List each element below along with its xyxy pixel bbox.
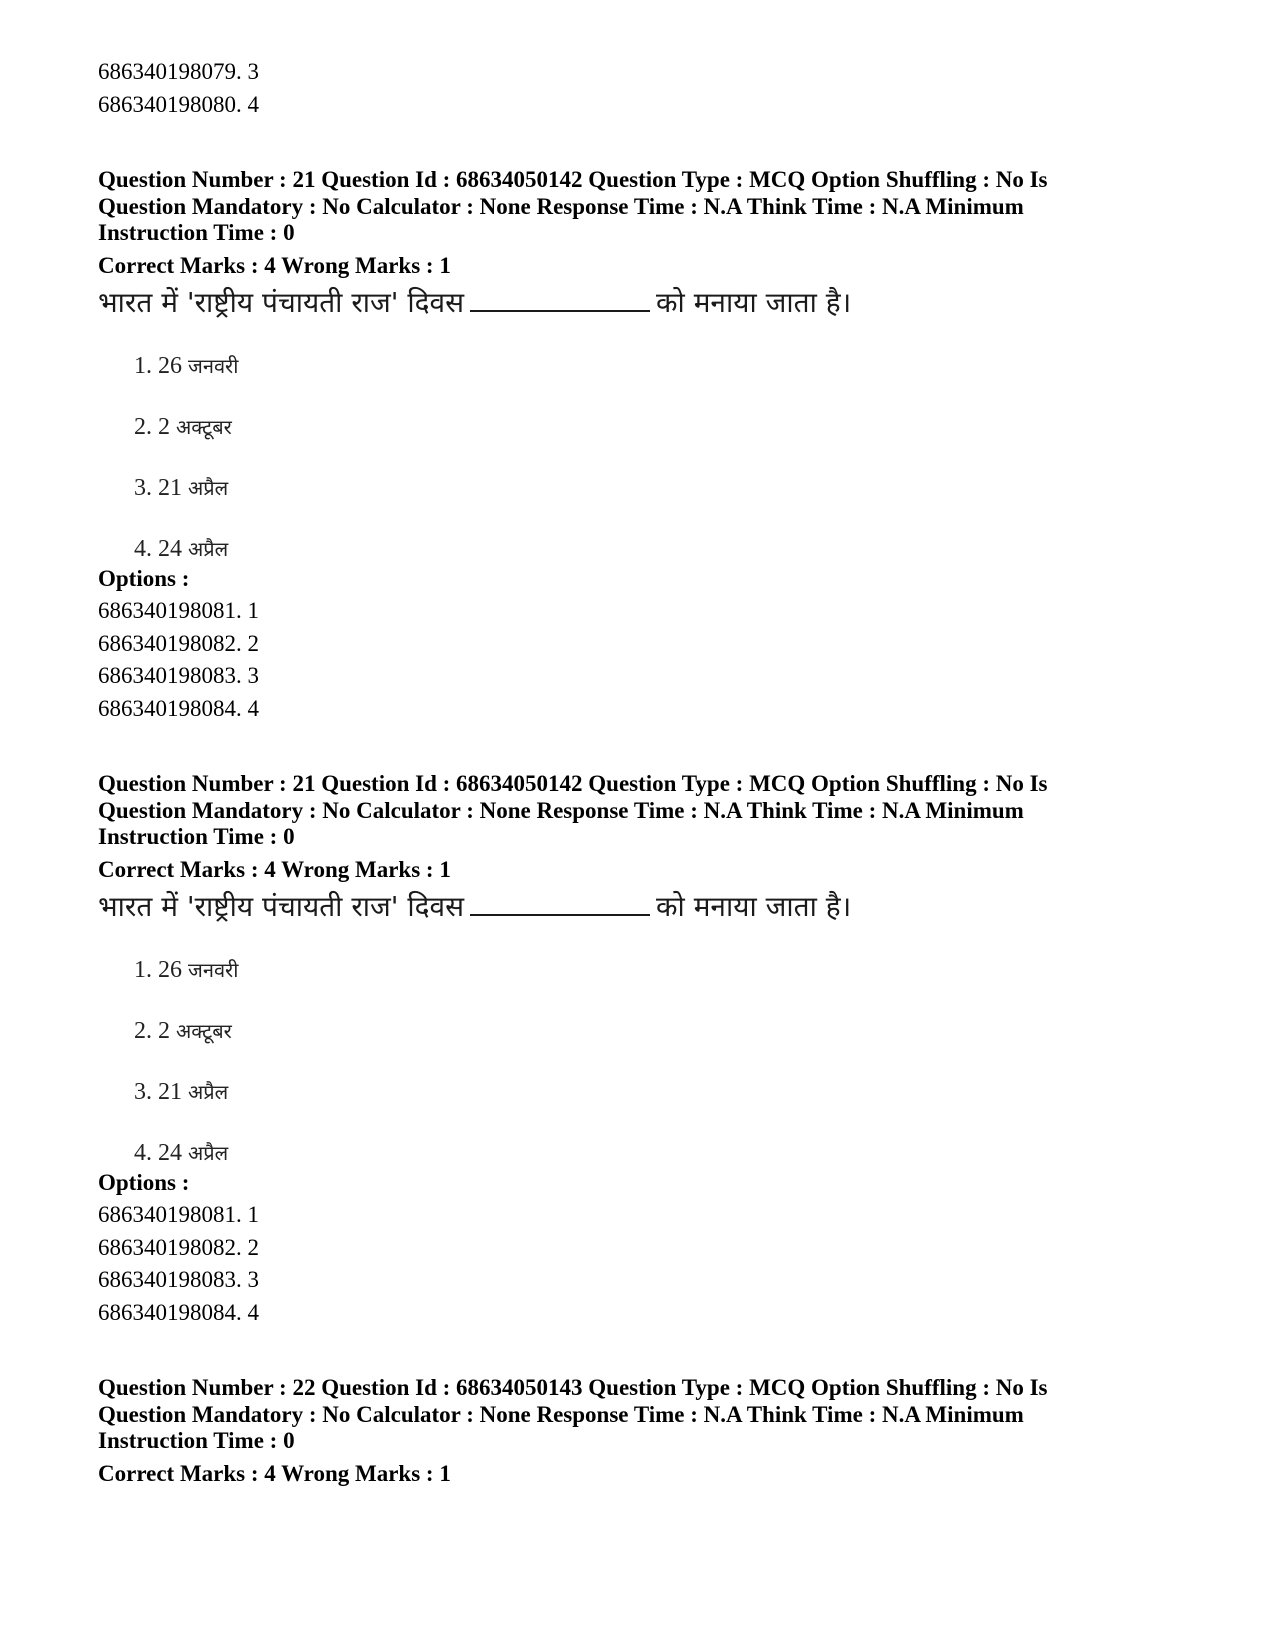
choice-item — [134, 473, 228, 503]
option-id-line: 686340198083. 3 — [98, 1267, 259, 1292]
option-id-line: 686340198084. 4 — [98, 1300, 259, 1325]
choice-text: अप्रैल — [188, 537, 229, 561]
choice-number: 1. 26 — [134, 353, 182, 379]
options-label: Options : — [98, 566, 190, 591]
option-id-line: 686340198080. 4 — [98, 92, 259, 117]
choice-text: अप्रैल — [188, 1141, 229, 1165]
option-id-line: 686340198081. 1 — [98, 1202, 259, 1227]
option-id-line: 686340198081. 1 — [98, 598, 259, 623]
option-id-line: 686340198079. 3 — [98, 59, 259, 84]
choice-number: 4. 24 — [134, 536, 182, 562]
question-text-after: को मनाया जाता है। — [656, 890, 852, 923]
choice-item — [134, 1016, 232, 1046]
choice-text: अक्टूबर — [176, 415, 232, 439]
choice-text: अप्रैल — [188, 1080, 229, 1104]
answer-blank — [470, 288, 650, 312]
marks-line: Correct Marks : 4 Wrong Marks : 1 — [98, 1461, 451, 1486]
option-id-line: 686340198084. 4 — [98, 696, 259, 721]
choice-text: अक्टूबर — [176, 1019, 232, 1043]
option-id-line: 686340198082. 2 — [98, 631, 259, 656]
question-text-after: को मनाया जाता है। — [656, 286, 852, 319]
question-header-line: Instruction Time : 0 — [98, 220, 295, 245]
option-id-line: 686340198083. 3 — [98, 663, 259, 688]
choice-item — [134, 534, 228, 564]
choice-number: 3. 21 — [134, 1079, 182, 1105]
choice-item — [134, 955, 238, 985]
choice-text: जनवरी — [188, 958, 239, 982]
choice-number: 2. 2 — [134, 414, 170, 440]
choice-number: 2. 2 — [134, 1018, 170, 1044]
question-header-line: Instruction Time : 0 — [98, 824, 295, 849]
choice-text: जनवरी — [188, 354, 239, 378]
question-text — [98, 285, 851, 321]
choice-item — [134, 351, 238, 381]
choice-text: अप्रैल — [188, 476, 229, 500]
options-label: Options : — [98, 1170, 190, 1195]
question-header-line: Question Number : 21 Question Id : 68634050142 Question Type : MCQ Option Shuffling : No Is — [98, 167, 1048, 192]
question-header-line: Question Mandatory : No Calculator : None Response Time : N.A Think Time : N.A Minimum — [98, 1402, 1024, 1427]
question-header-line: Instruction Time : 0 — [98, 1428, 295, 1453]
choice-number: 4. 24 — [134, 1140, 182, 1166]
choice-item — [134, 412, 232, 442]
choice-number: 3. 21 — [134, 475, 182, 501]
marks-line: Correct Marks : 4 Wrong Marks : 1 — [98, 857, 451, 882]
choice-item — [134, 1138, 228, 1168]
choice-item — [134, 1077, 228, 1107]
marks-line: Correct Marks : 4 Wrong Marks : 1 — [98, 253, 451, 278]
question-text-before: भारत में 'राष्ट्रीय पंचायती राज' दिवस — [98, 890, 465, 923]
option-id-line: 686340198082. 2 — [98, 1235, 259, 1260]
choice-number: 1. 26 — [134, 957, 182, 983]
question-header-line: Question Number : 22 Question Id : 68634050143 Question Type : MCQ Option Shuffling : No Is — [98, 1375, 1048, 1400]
question-text — [98, 889, 851, 925]
question-text-before: भारत में 'राष्ट्रीय पंचायती राज' दिवस — [98, 286, 465, 319]
question-header-line: Question Number : 21 Question Id : 68634050142 Question Type : MCQ Option Shuffling : No Is — [98, 771, 1048, 796]
answer-blank — [470, 892, 650, 916]
question-header-line: Question Mandatory : No Calculator : None Response Time : N.A Think Time : N.A Minimum — [98, 798, 1024, 823]
question-header-line: Question Mandatory : No Calculator : None Response Time : N.A Think Time : N.A Minimum — [98, 194, 1024, 219]
